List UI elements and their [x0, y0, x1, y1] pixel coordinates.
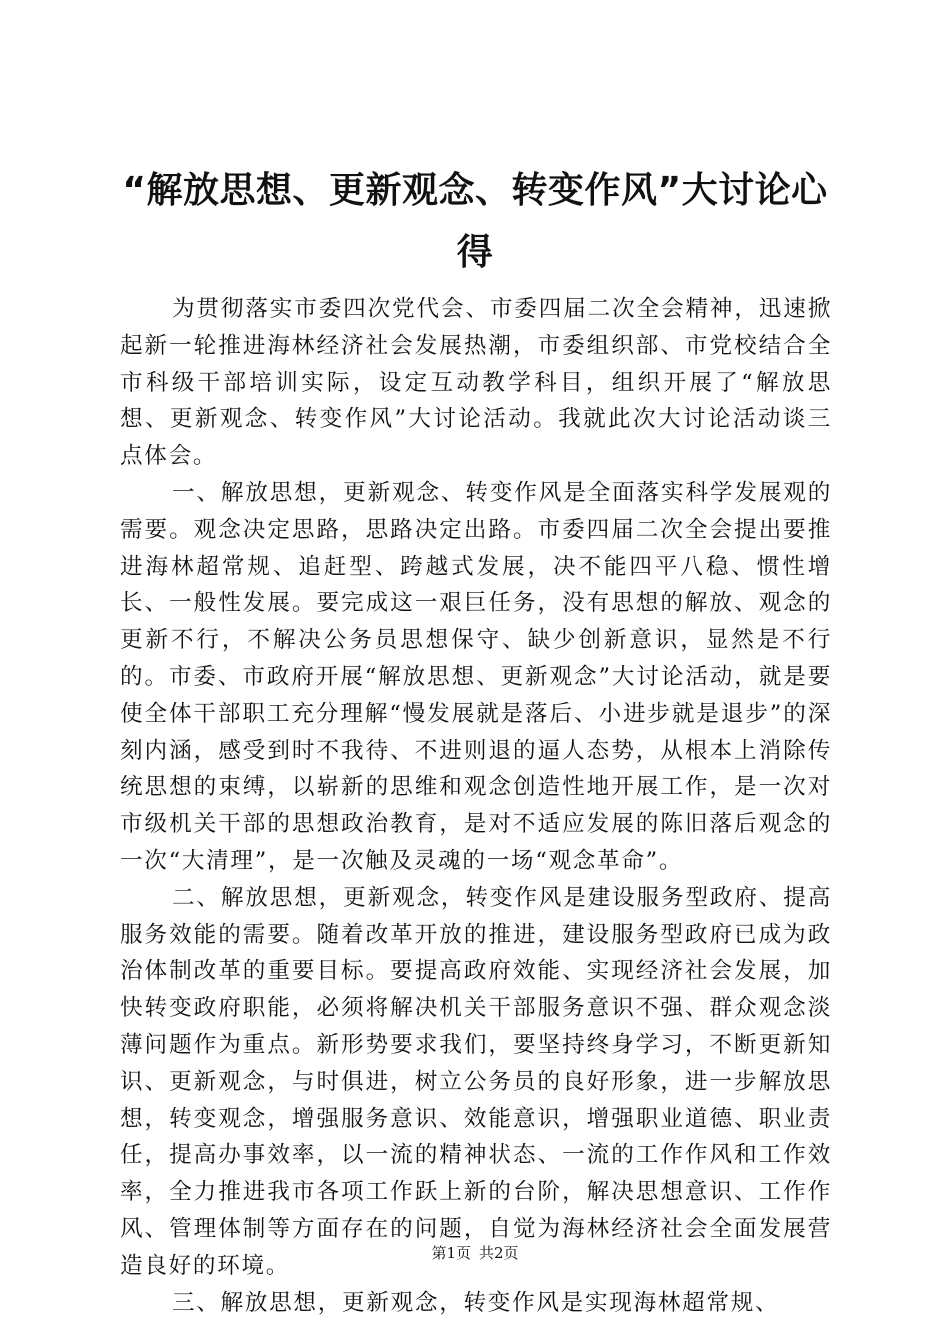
document-title: “解放思想、更新观念、转变作风”大讨论心得 — [122, 170, 828, 273]
page-footer — [0, 1243, 950, 1263]
document-body — [120, 291, 832, 1321]
page-total: 共2页 — [479, 1244, 519, 1262]
paragraph-point-three: 三、解放思想，更新观念，转变作风是实现海林超常规、 — [171, 1289, 780, 1316]
paragraph-point-one: 一、解放思想，更新观念、转变作风是全面落实科学发展观的需要。观念决定思路，思路决定出路。市委四届二次全会提出要推进海林超常规、追赶型、跨越式发展，决不能四平八稳、惯性增长、一般性发展。要完成这一艰巨任务，没有思想的解放、观念的更新不行，不解决公务员思想保守、缺少创新意识，显然是不行的。市委、市政府开展“解放思想、更新观念”大讨论活动，就是要使全体干部职工充分理解“慢发展就是落后、小进步就是退步”的深刻内涵，感受到时不我待、不进则退的逼人态势，从根本上消除传统思想的束缚，以崭新的思维和观念创造性地开展工作，是一次对市级机关干部的思想政治教育，是对不适应发展的陈旧落后观念的一次“大清理”，是一次触及灵魂的一场“观念革命”。 — [120, 479, 832, 874]
page-number: 第1页 — [431, 1244, 471, 1262]
paragraph-intro: 为贯彻落实市委四次党代会、市委四届二次全会精神，迅速掀起新一轮推进海林经济社会发展热潮，市委组织部、市党校结合全市科级干部培训实际，设定互动教学科目，组织开展了“解放思想、更新观念、转变作风”大讨论活动。我就此次大讨论活动谈三点体会。 — [120, 296, 832, 470]
paragraph-point-two: 二、解放思想，更新观念，转变作风是建设服务型政府、提高服务效能的需要。随着改革开放的推进，建设服务型政府已成为政治体制改革的重要目标。要提高政府效能、实现经济社会发展，加快转变政府职能，必须将解决机关干部服务意识不强、群众观念淡薄问题作为重点。新形势要求我们，要坚持终身学习，不断更新知识、更新观念，与时俱进，树立公务员的良好形象，进一步解放思想，转变观念，增强服务意识、效能意识，增强职业道德、职业责任，提高办事效率，以一流的精神状态、一流的工作作风和工作效率，全力推进我市各项工作跃上新的台阶，解决思想意识、工作作风、管理体制等方面存在的问题，自觉为海林经济社会全面发展营造良好的环境。 — [120, 884, 832, 1279]
